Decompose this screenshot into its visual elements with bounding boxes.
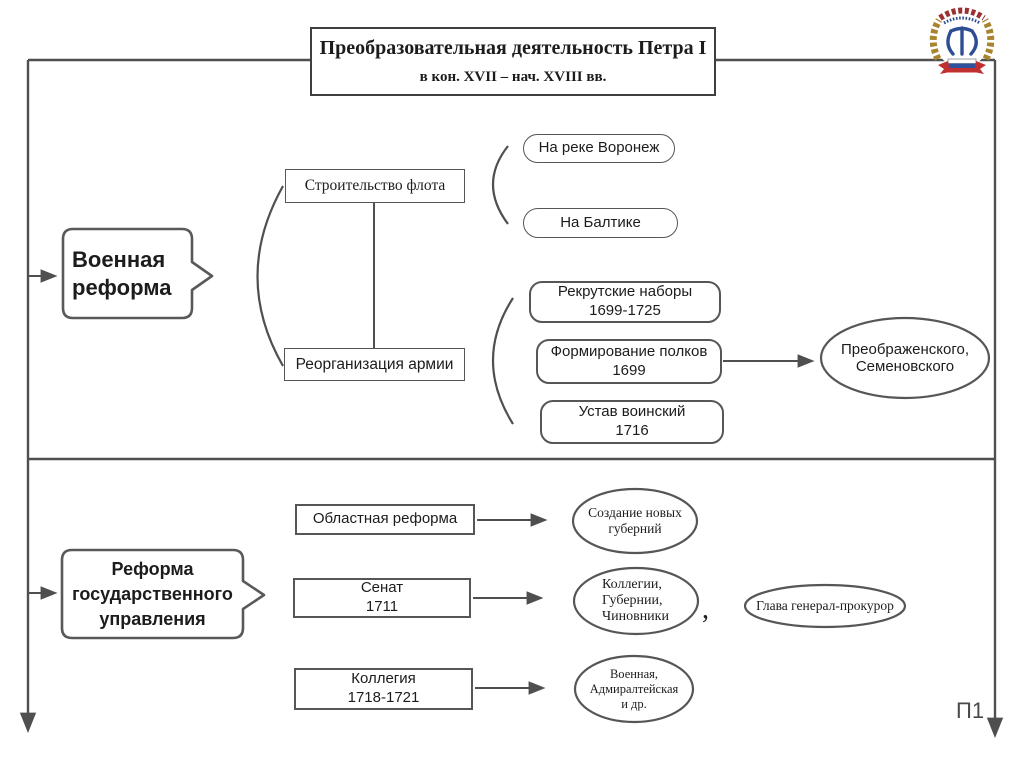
regiments-line2: Семеновского: [855, 358, 955, 375]
collegium-result-line1: Военная,: [609, 666, 659, 681]
army-reorganization-node: [284, 348, 465, 381]
senate-node: [293, 578, 471, 618]
state-reform-node: [62, 550, 243, 638]
baltic-node: [523, 208, 678, 238]
senate-result-line1: Коллегии,: [602, 577, 662, 592]
comma-separator: ,: [702, 594, 709, 625]
regional-result-line2: губерний: [608, 521, 662, 536]
slide-title-line2: в кон. XVII – нач. XVIII вв.: [419, 69, 607, 85]
regional-reform-label: Областная реформа: [312, 510, 458, 528]
senate-result-ellipse: [578, 570, 694, 632]
state-reform-label-line1: Реформа: [111, 558, 194, 579]
voronezh-river-label: На реке Воронеж: [538, 139, 660, 157]
arc-army-branches: [493, 298, 513, 424]
regiment-formation-year: 1699: [612, 361, 646, 379]
recruit-drafts-years: 1699-1725: [589, 302, 661, 319]
state-reform-label-line2: государственного: [72, 583, 233, 604]
regional-result-line1: Создание новых: [588, 505, 682, 520]
collegium-result-line3: и др.: [621, 696, 647, 711]
arc-military-branches: [258, 186, 284, 366]
slide-number: П1: [956, 698, 985, 723]
collegium-result-line2: Адмиралтейская: [589, 681, 679, 696]
collegium-label: Коллегия: [351, 670, 416, 688]
army-reorganization-label: Реорганизация армии: [295, 355, 454, 373]
military-reform-label-line2: реформа: [72, 274, 172, 300]
collegium-node: [294, 668, 473, 710]
regiments-ellipse: [825, 322, 985, 394]
senate-year: 1711: [365, 598, 399, 615]
voronezh-river-node: [523, 134, 675, 163]
regiment-formation-label: Формирование полков: [550, 342, 708, 360]
regional-reform-node: [295, 504, 475, 535]
baltic-label: На Балтике: [560, 213, 641, 231]
military-reform-label-line1: Военная: [72, 246, 166, 272]
military-statute-node: [540, 400, 724, 444]
arc-fleet-branches: [493, 146, 508, 224]
fleet-construction-node: [285, 169, 465, 203]
senate-result-line3: Чиновники: [602, 609, 669, 624]
regiments-line1: Преображенского,: [841, 341, 969, 358]
prosecutor-ellipse: [745, 586, 905, 626]
recruit-drafts-node: [529, 281, 721, 323]
military-statute-year: 1716: [615, 422, 649, 439]
military-reform-node: [63, 229, 191, 318]
collegium-years: 1718-1721: [347, 689, 420, 706]
university-emblem-icon: [924, 5, 1000, 79]
state-reform-label-line3: управления: [99, 608, 206, 629]
regiment-formation-node: [536, 339, 722, 384]
fleet-construction-label: Строительство флота: [304, 177, 446, 195]
senate-label: Сенат: [360, 579, 404, 597]
slide-title: [310, 27, 716, 96]
senate-result-line2: Губернии,: [602, 593, 663, 608]
collegium-result-ellipse: [577, 658, 691, 720]
slide-title-line1: Преобразовательная деятельность Петра I: [319, 37, 707, 59]
prosecutor-label: Глава генерал-прокурор: [756, 598, 894, 613]
military-statute-label: Устав воинский: [578, 403, 686, 421]
regional-result-ellipse: [575, 492, 695, 550]
recruit-drafts-label: Рекрутские наборы: [557, 283, 693, 301]
